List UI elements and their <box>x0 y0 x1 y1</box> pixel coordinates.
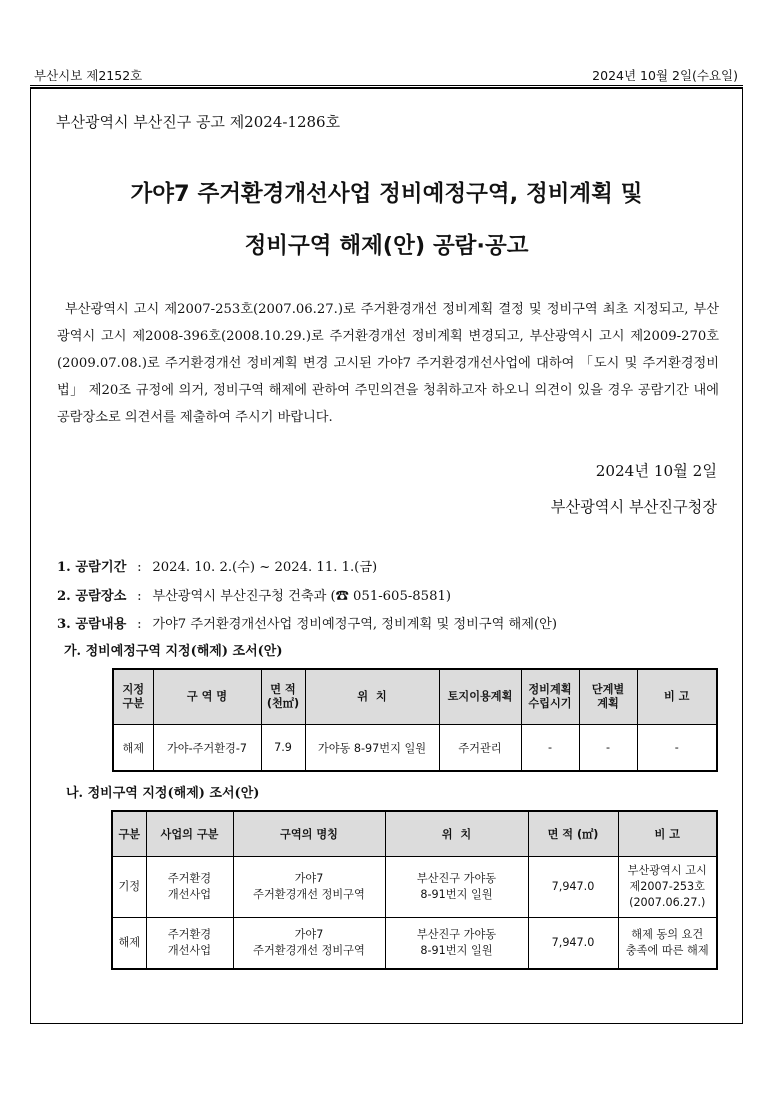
item-key: 1. 공람기간 <box>57 560 127 575</box>
notice-number: 부산광역시 부산진구 공고 제2024-1286호 <box>56 113 341 131</box>
table-row <box>112 857 717 918</box>
table-cell: 주거환경 개선사업 <box>146 918 233 970</box>
table-cell: 부산진구 가야동 8-91번지 일원 <box>385 857 528 918</box>
header-cell: 토지이용계획 <box>439 669 521 725</box>
header-rule <box>30 85 743 86</box>
table-header-row <box>113 669 717 725</box>
table-header-row <box>112 811 717 857</box>
item-sep: : <box>137 589 142 604</box>
designation-table <box>112 668 718 772</box>
table-cell: 가야-주거환경-7 <box>153 725 261 772</box>
item-value: 2024. 10. 2.(수) ~ 2024. 11. 1.(금) <box>152 560 378 575</box>
table-cell: 7,947.0 <box>528 857 618 918</box>
table-cell: 가야7 주거환경개선 정비구역 <box>233 918 385 970</box>
table-cell: 부산광역시 고시 제2007-253호 (2007.06.27.) <box>618 857 717 918</box>
table-cell: 주거환경 개선사업 <box>146 857 233 918</box>
signature-org: 부산광역시 부산진구청장 <box>550 498 717 516</box>
item-period <box>57 556 377 575</box>
table-cell: 부산진구 가야동 8-91번지 일원 <box>385 918 528 970</box>
header-cell: 구 역 명 <box>153 669 261 725</box>
item-place <box>57 585 451 604</box>
header-cell: 구역의 명칭 <box>233 811 385 857</box>
item-value: 부산광역시 부산진구청 건축과 (☎ 051-605-8581) <box>152 589 451 604</box>
item-content <box>57 613 557 632</box>
table-row <box>113 725 717 772</box>
header-cell: 위 치 <box>305 669 439 725</box>
table-row <box>112 918 717 970</box>
header-cell: 면 적 (천㎡) <box>261 669 305 725</box>
table-cell: 가야7 주거환경개선 정비구역 <box>233 857 385 918</box>
header-cell: 정비계획 수립시기 <box>521 669 579 725</box>
item-key: 3. 공람내용 <box>57 617 127 632</box>
title-line-1: 가야7 주거환경개선사업 정비예정구역, 정비계획 및 <box>130 181 643 207</box>
header-cell: 지정 구분 <box>113 669 153 725</box>
header-cell: 비 고 <box>618 811 717 857</box>
zone-table <box>111 810 718 970</box>
header-cell: 구분 <box>112 811 146 857</box>
gazette-date: 2024년 10월 2일(수요일) <box>592 68 738 83</box>
header-cell: 위 치 <box>385 811 528 857</box>
table-cell: 가야동 8-97번지 일원 <box>305 725 439 772</box>
signature-date: 2024년 10월 2일 <box>595 462 717 480</box>
title-line-2: 정비구역 해제(안) 공람·공고 <box>244 233 529 259</box>
header-cell: 사업의 구분 <box>146 811 233 857</box>
table-cell: - <box>521 725 579 772</box>
section-a-title: 가. 정비예정구역 지정(해제) 조서(안) <box>64 644 283 659</box>
table-cell: 7,947.0 <box>528 918 618 970</box>
header-cell: 면 적 (㎡) <box>528 811 618 857</box>
table-cell: - <box>637 725 717 772</box>
table-cell: 해제 <box>112 918 146 970</box>
table-cell: - <box>579 725 637 772</box>
header-cell: 단계별 계획 <box>579 669 637 725</box>
table-cell: 기정 <box>112 857 146 918</box>
table-cell: 해제 동의 요건 충족에 따른 해제 <box>618 918 717 970</box>
item-sep: : <box>137 617 142 632</box>
table-cell: 7.9 <box>261 725 305 772</box>
notice-body: 부산광역시 고시 제2007-253호(2007.06.27.)로 주거환경개선 정비계획 결정 및 정비구역 최초 지정되고, 부산광역시 고시 제2008-396호(2008.10.29.)로 주거환경개선 정비계획 변경되고, 부산광역시 고시 제2009-270호(2009.07.08.)로 주거환경개선 정비계획 변경 고시된 가야7 주거환경개선사업에 대하여 「도시 및 주거환경정비법」 제20조 규정에 의거, 정비구역 해제에 관하여 주민의견을 청취하고자 하오니 의견이 있을 경우 공람기간 내에 공람장소로 의견서를 제출하여 주시기 바랍니다. <box>57 302 719 425</box>
table-cell: 주거관리 <box>439 725 521 772</box>
gazette-number: 부산시보 제2152호 <box>34 68 143 83</box>
table-cell: 해제 <box>113 725 153 772</box>
item-value: 가야7 주거환경개선사업 정비예정구역, 정비계획 및 정비구역 해제(안) <box>152 617 558 632</box>
item-sep: : <box>137 560 142 575</box>
section-b-title: 나. 정비구역 지정(해제) 조서(안) <box>66 786 260 801</box>
item-key: 2. 공람장소 <box>57 589 127 604</box>
header-cell: 비 고 <box>637 669 717 725</box>
